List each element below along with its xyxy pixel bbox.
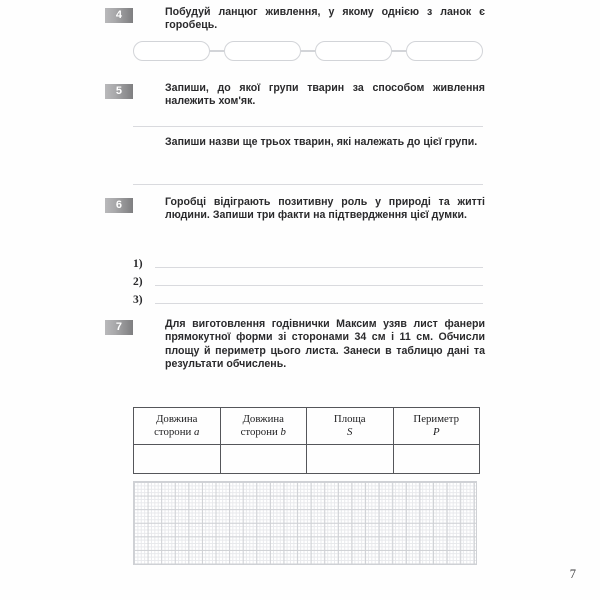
food-chain-connector-1 bbox=[210, 50, 224, 51]
food-chain-box-3[interactable] bbox=[315, 41, 392, 61]
table-cell-side-b[interactable] bbox=[220, 445, 307, 474]
table-header-perimeter-var: P bbox=[432, 426, 440, 438]
table-cell-perimeter[interactable] bbox=[393, 445, 480, 474]
task-5 bbox=[105, 82, 485, 109]
task-6-prompt: Горобці відіграють позитивну роль у природі та житті людини. Запиши три факти на підтвердження цієї думки. bbox=[165, 196, 485, 222]
task-7-prompt: Для виготовлення годівнички Максим узяв лист фанери прямокутної форми зі сторонами 34 см і 11 см. Обчисли площу й периметр цього листа. Занеси в таблицю дані та результати обчислень. bbox=[165, 318, 485, 371]
task-4-prompt: Побудуй ланцюг живлення, у якому однією з ланок є горобець. bbox=[165, 6, 485, 32]
table-header-side-b-line2: сторони bbox=[240, 426, 278, 438]
answer-line-task-5-a[interactable] bbox=[133, 126, 483, 127]
food-chain-connector-3 bbox=[392, 50, 406, 51]
table-cell-side-a[interactable] bbox=[134, 445, 221, 474]
task-5-followup bbox=[105, 136, 485, 149]
answer-line-2[interactable] bbox=[155, 285, 483, 286]
food-chain-box-1[interactable] bbox=[133, 41, 210, 61]
table-cell-area[interactable] bbox=[307, 445, 394, 474]
task-4 bbox=[105, 6, 485, 33]
task-number-badge-6: 6 bbox=[105, 198, 133, 213]
task-number-badge-7: 7 bbox=[105, 320, 133, 335]
task-6-answer-row-3 bbox=[133, 289, 483, 307]
task-7-text bbox=[165, 318, 485, 372]
task-6-answer-row-1 bbox=[133, 253, 483, 271]
table-header-side-b-var: b bbox=[280, 426, 286, 438]
answer-line-1[interactable] bbox=[155, 267, 483, 268]
table-header-side-a-line2: сторони bbox=[154, 426, 192, 438]
task-5-followup-text bbox=[165, 136, 485, 149]
task-6-answer-row-2 bbox=[133, 271, 483, 289]
task-6-answer-lines bbox=[133, 253, 483, 307]
task-5-text bbox=[165, 82, 485, 109]
task-5-prompt: Запиши, до якої групи тварин за способом живлення належить хом'як. bbox=[165, 82, 485, 108]
table-header-area-var: S bbox=[347, 426, 353, 438]
measurements-table-head bbox=[134, 408, 480, 445]
table-header-area bbox=[307, 408, 394, 445]
food-chain-box-4[interactable] bbox=[406, 41, 483, 61]
task-4-text bbox=[165, 6, 485, 33]
page-number: 7 bbox=[569, 567, 576, 581]
table-header-perimeter-line1: Периметр bbox=[413, 413, 460, 425]
table-header-side-a bbox=[134, 408, 221, 445]
answer-marker-3: 3) bbox=[133, 294, 143, 306]
table-header-row bbox=[134, 408, 480, 445]
table-header-side-a-line1: Довжина bbox=[156, 413, 198, 425]
table-row bbox=[134, 445, 480, 474]
graph-paper-workspace[interactable] bbox=[133, 481, 477, 565]
task-number-badge-4: 4 bbox=[105, 8, 133, 23]
task-number-badge-5: 5 bbox=[105, 84, 133, 99]
answer-marker-2: 2) bbox=[133, 276, 143, 288]
answer-line-3[interactable] bbox=[155, 303, 483, 304]
measurements-table bbox=[133, 407, 480, 474]
answer-line-task-5-b[interactable] bbox=[133, 184, 483, 185]
table-header-side-b-line1: Довжина bbox=[242, 413, 284, 425]
table-header-perimeter bbox=[393, 408, 480, 445]
food-chain-box-2[interactable] bbox=[224, 41, 301, 61]
table-header-side-b bbox=[220, 408, 307, 445]
task-6 bbox=[105, 196, 485, 223]
measurements-table-body bbox=[134, 445, 480, 474]
table-header-area-line1: Площа bbox=[333, 413, 366, 425]
answer-marker-1: 1) bbox=[133, 258, 143, 270]
task-5-followup-prompt: Запиши назви ще трьох тварин, які належать до цієї групи. bbox=[165, 136, 478, 148]
food-chain-diagram bbox=[133, 40, 483, 62]
food-chain-connector-2 bbox=[301, 50, 315, 51]
table-header-side-a-var: a bbox=[193, 426, 200, 438]
task-6-text bbox=[165, 196, 485, 223]
task-7 bbox=[105, 318, 485, 372]
